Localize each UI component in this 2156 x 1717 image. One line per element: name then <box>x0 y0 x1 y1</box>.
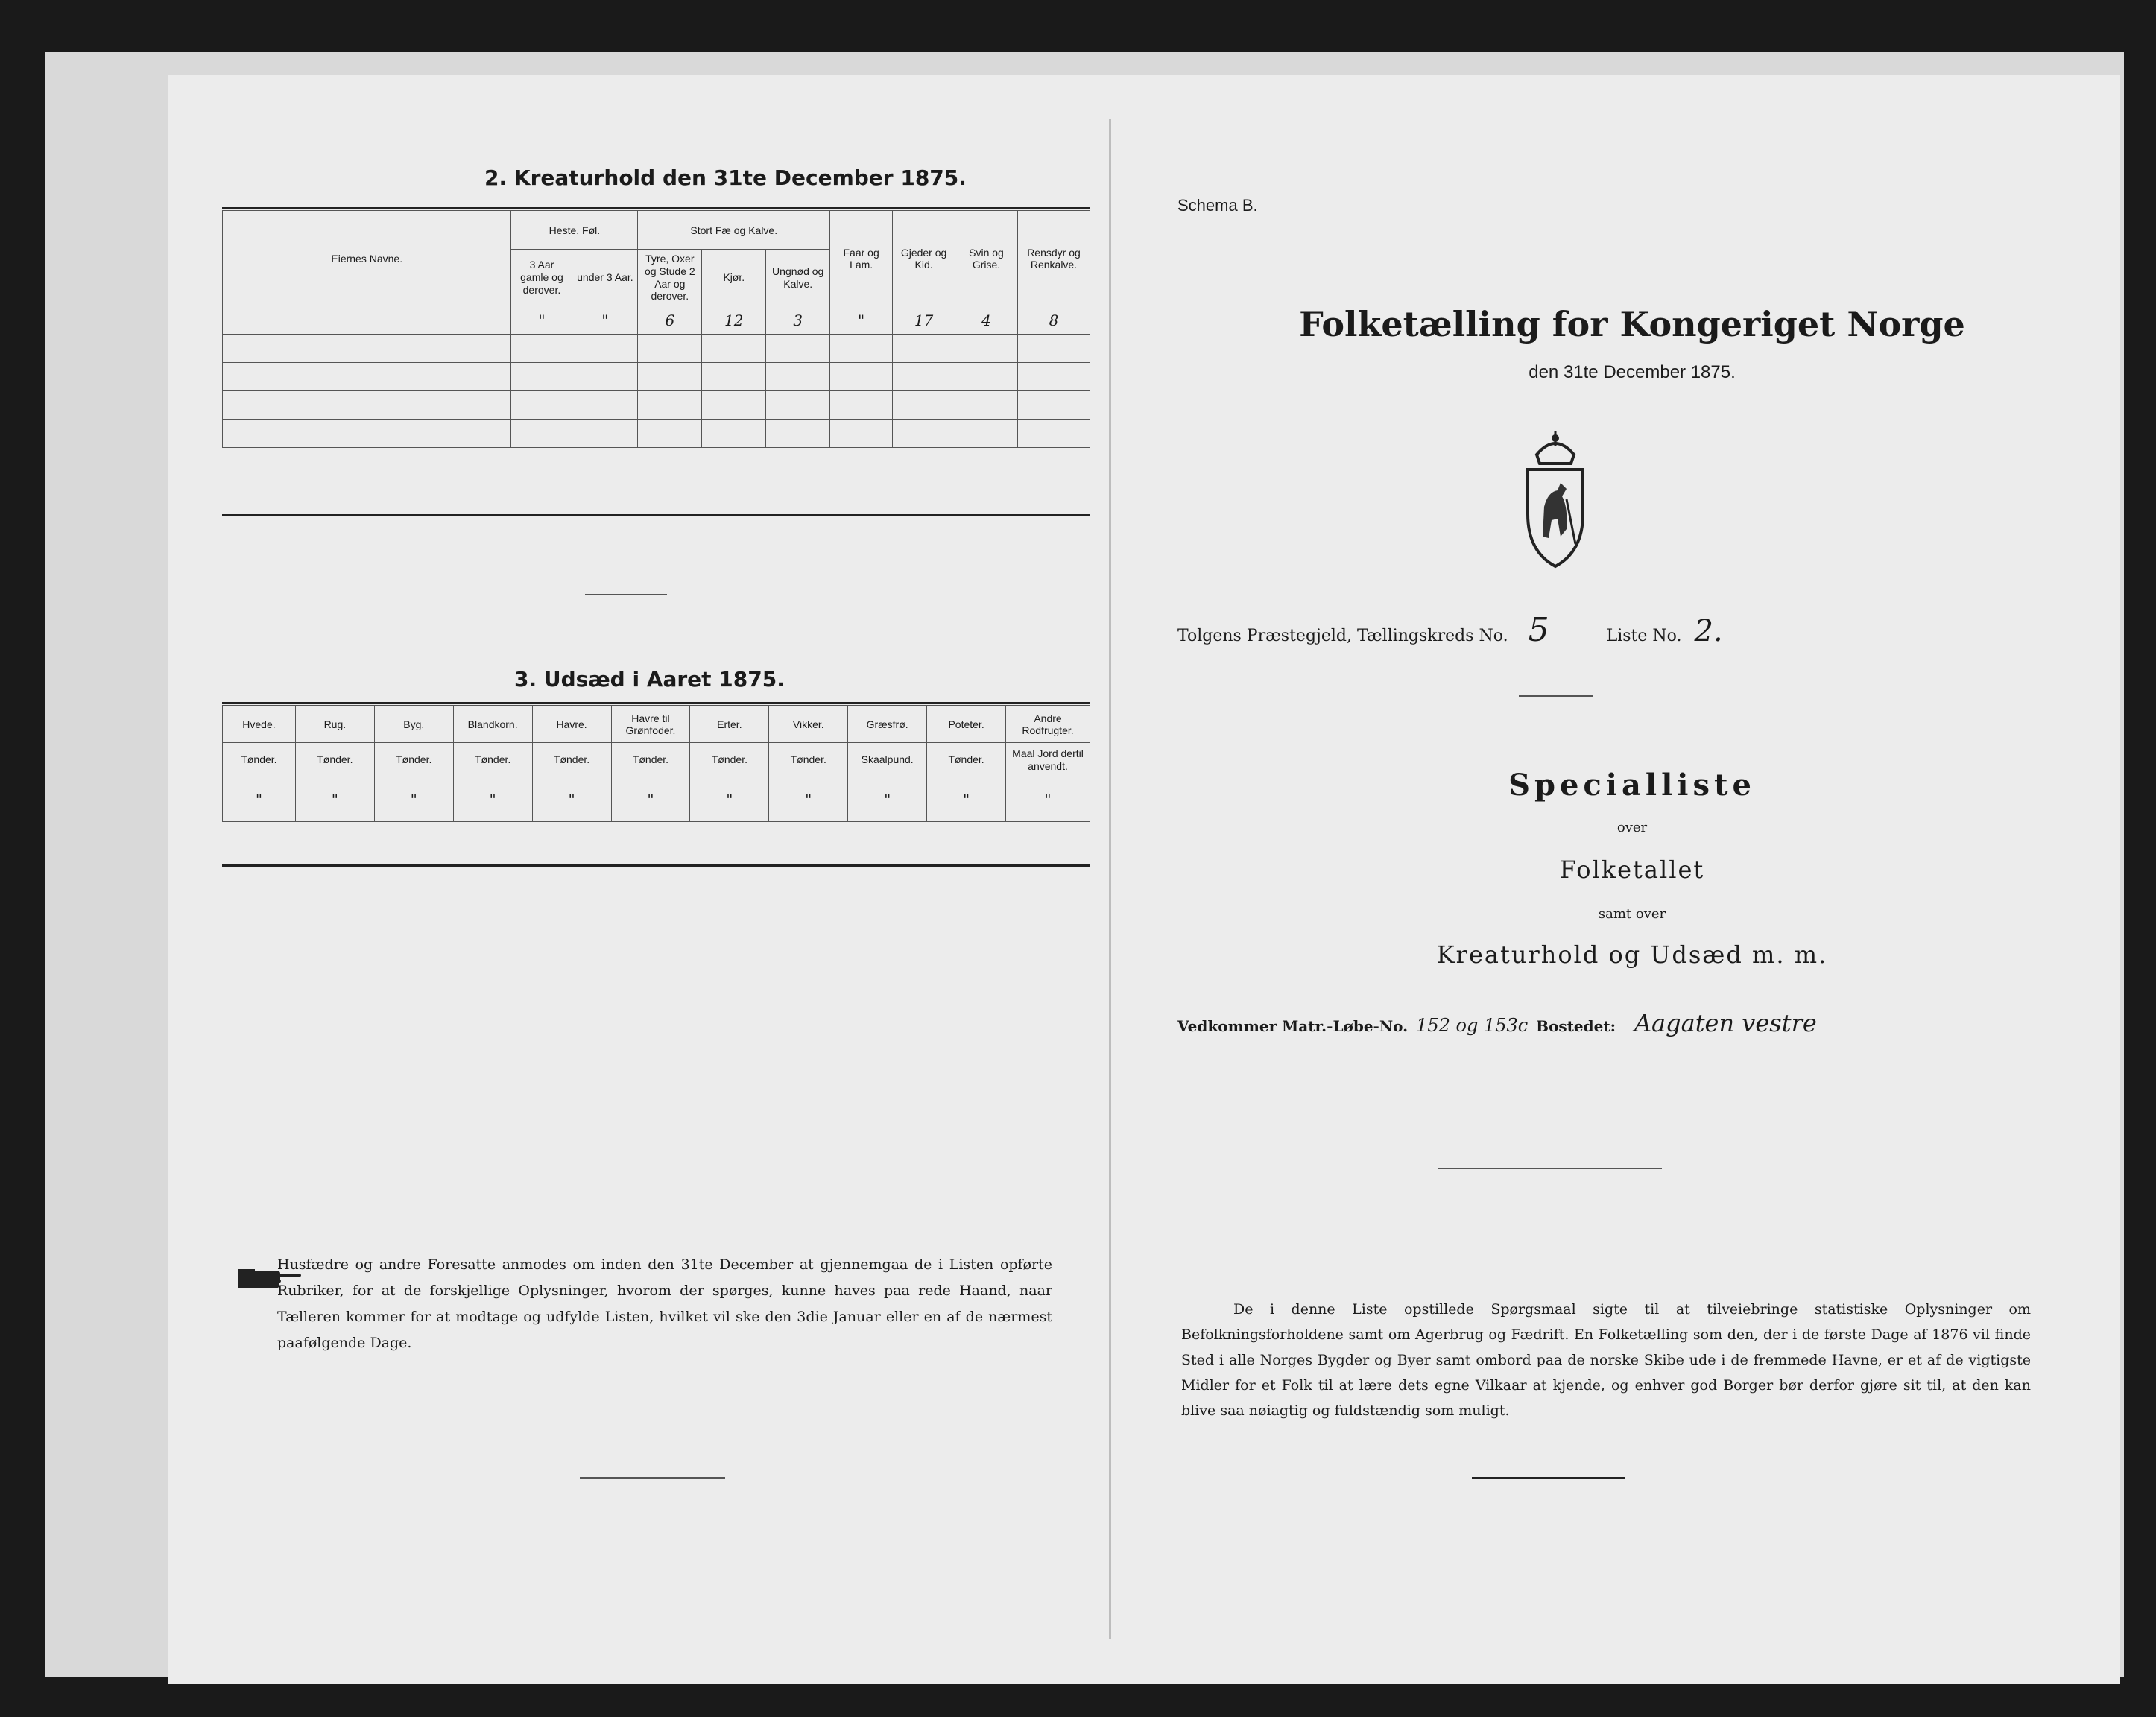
table-row <box>223 391 1090 420</box>
data-cell: " <box>511 306 572 335</box>
unit-cell: Maal Jord dertil anvendt. <box>1006 743 1090 777</box>
data-cell: " <box>769 777 848 822</box>
unit-cell: Tønder. <box>295 743 374 777</box>
col-rensdyr: Rensdyr og Renkalve. <box>1017 211 1090 306</box>
hdr-vikker: Vikker. <box>769 706 848 743</box>
table-row <box>223 306 1090 335</box>
hdr-poteter: Poteter. <box>927 706 1006 743</box>
data-cell: 8 <box>1017 306 1090 335</box>
hdr-graesfro: Græsfrø. <box>848 706 927 743</box>
data-cell: " <box>848 777 927 822</box>
section2-title: 2. Kreaturhold den 31te December 1875. <box>484 165 967 190</box>
liste-label: Liste No. <box>1606 627 1682 645</box>
col-gjeder: Gjeder og Kid. <box>893 211 955 306</box>
col-stort: Stort Fæ og Kalve. <box>638 211 830 250</box>
hdr-hvede: Hvede. <box>223 706 296 743</box>
data-cell: 6 <box>638 306 702 335</box>
hdr-havre-gronfoder: Havre til Grønfoder. <box>611 706 690 743</box>
table-row <box>223 777 1090 822</box>
col-kjor: Kjør. <box>702 250 766 306</box>
col-owner: Eiernes Navne. <box>223 211 511 306</box>
footer-divider <box>1472 1477 1625 1479</box>
section3-top-rule <box>222 702 1090 704</box>
data-cell: " <box>927 777 1006 822</box>
data-cell: " <box>572 306 638 335</box>
hdr-erter: Erter. <box>690 706 769 743</box>
data-cell: " <box>830 306 893 335</box>
bostedet-label: Bostedet: <box>1536 1017 1616 1035</box>
schema-label: Schema B. <box>1177 196 1258 215</box>
coat-of-arms-icon <box>1514 425 1596 574</box>
location-label: Tolgens Præstegjeld, Tællingskreds No. <box>1177 627 1508 645</box>
hdr-blandkorn: Blandkorn. <box>453 706 532 743</box>
seed-table <box>222 705 1090 822</box>
section2-bottom-rule <box>222 514 1090 516</box>
unit-cell: Tønder. <box>611 743 690 777</box>
col-heste: Heste, Føl. <box>511 211 638 250</box>
unit-cell: Tønder. <box>453 743 532 777</box>
liste-no: 2. <box>1694 614 1723 648</box>
matr-no: 152 og 153c <box>1416 1015 1529 1036</box>
data-cell: 4 <box>955 306 1018 335</box>
livestock-table <box>222 210 1090 448</box>
address-divider <box>1438 1168 1662 1169</box>
purpose-paragraph: De i denne Liste opstillede Spørgsmaal sigte til at tilveiebringe statistiske Oplysninger om Befolkningsforholdene samt om Agerbrug og Fædrift. En Folketælling som den, der i de første Dage af 1876 vil finde Sted i alle Norges Bygder og Byer samt ombord paa de norske Skibe ude i de fremmede Havne, er et af de vigtigste Midler for et Folk til at lære dets egne Vilkaar at kjende, og enhver god Borger bør derfor gjøre sit til, at den kan blive saa nøiagtig og fuldstændig som muligt. <box>1181 1301 2031 1419</box>
col-svin: Svin og Grise. <box>955 211 1018 306</box>
unit-cell: Tønder. <box>927 743 1006 777</box>
page-title: Folketælling for Kongeriget Norge <box>1299 304 1965 344</box>
data-cell: " <box>223 777 296 822</box>
data-cell: 12 <box>702 306 766 335</box>
section-divider <box>585 594 667 595</box>
unit-cell: Tønder. <box>223 743 296 777</box>
section3-bottom-rule <box>222 864 1090 867</box>
col-ungnod: Ungnød og Kalve. <box>766 250 830 306</box>
data-cell: " <box>453 777 532 822</box>
data-cell: " <box>690 777 769 822</box>
hdr-havre: Havre. <box>532 706 611 743</box>
owner-cell <box>223 306 511 335</box>
bostedet-value: Aagaten vestre <box>1634 1009 1817 1037</box>
unit-cell: Tønder. <box>532 743 611 777</box>
data-cell: " <box>611 777 690 822</box>
unit-cell: Tønder. <box>690 743 769 777</box>
table-row <box>223 420 1090 448</box>
special-list-title: Specialliste <box>1508 768 1756 803</box>
location-line <box>1177 611 1723 649</box>
col-tyre: Tyre, Oxer og Stude 2 Aar og derover. <box>638 250 702 306</box>
kreaturhold-label: Kreaturhold og Udsæd m. m. <box>1436 940 1828 969</box>
col-heste-old: 3 Aar gamle og derover. <box>511 250 572 306</box>
title-divider <box>1519 695 1593 697</box>
data-cell: 17 <box>893 306 955 335</box>
data-cell: " <box>295 777 374 822</box>
census-date: den 31te December 1875. <box>1529 362 1736 382</box>
vedkommer-label: Vedkommer Matr.-Løbe-No. <box>1177 1017 1409 1035</box>
over-label: over <box>1616 820 1648 835</box>
table-row <box>223 335 1090 363</box>
unit-cell: Skaalpund. <box>848 743 927 777</box>
unit-cell: Tønder. <box>769 743 848 777</box>
hdr-rug: Rug. <box>295 706 374 743</box>
notice-divider <box>580 1477 725 1479</box>
samt-over-label: samt over <box>1598 906 1666 922</box>
data-cell: " <box>374 777 453 822</box>
hdr-byg: Byg. <box>374 706 453 743</box>
section3-title: 3. Udsæd i Aaret 1875. <box>514 667 785 692</box>
data-cell: " <box>532 777 611 822</box>
vedkommer-line <box>1177 1009 1817 1037</box>
col-heste-young: under 3 Aar. <box>572 250 638 306</box>
folketallet-label: Folketallet <box>1559 856 1705 884</box>
table-row <box>223 363 1090 391</box>
hdr-andre: Andre Rodfrugter. <box>1006 706 1090 743</box>
col-faar: Faar og Lam. <box>830 211 893 306</box>
page-fold <box>1109 119 1111 1639</box>
notice-text: Husfædre og andre Foresatte anmodes om inden den 31te December at gjennemgaa de i Listen opførte Rubriker, for at de forskjellige Oplysninger, hvorom der spørges, kunne haves paa rede Haand, naar Tælleren kommer for at modtage og udfylde Listen, hvilket vil ske den 3die Januar eller en af de nærmest paafølgende Dage. <box>277 1256 1052 1351</box>
unit-cell: Tønder. <box>374 743 453 777</box>
data-cell: " <box>1006 777 1090 822</box>
section2-top-rule <box>222 207 1090 209</box>
kreds-no: 5 <box>1528 611 1549 649</box>
data-cell: 3 <box>766 306 830 335</box>
